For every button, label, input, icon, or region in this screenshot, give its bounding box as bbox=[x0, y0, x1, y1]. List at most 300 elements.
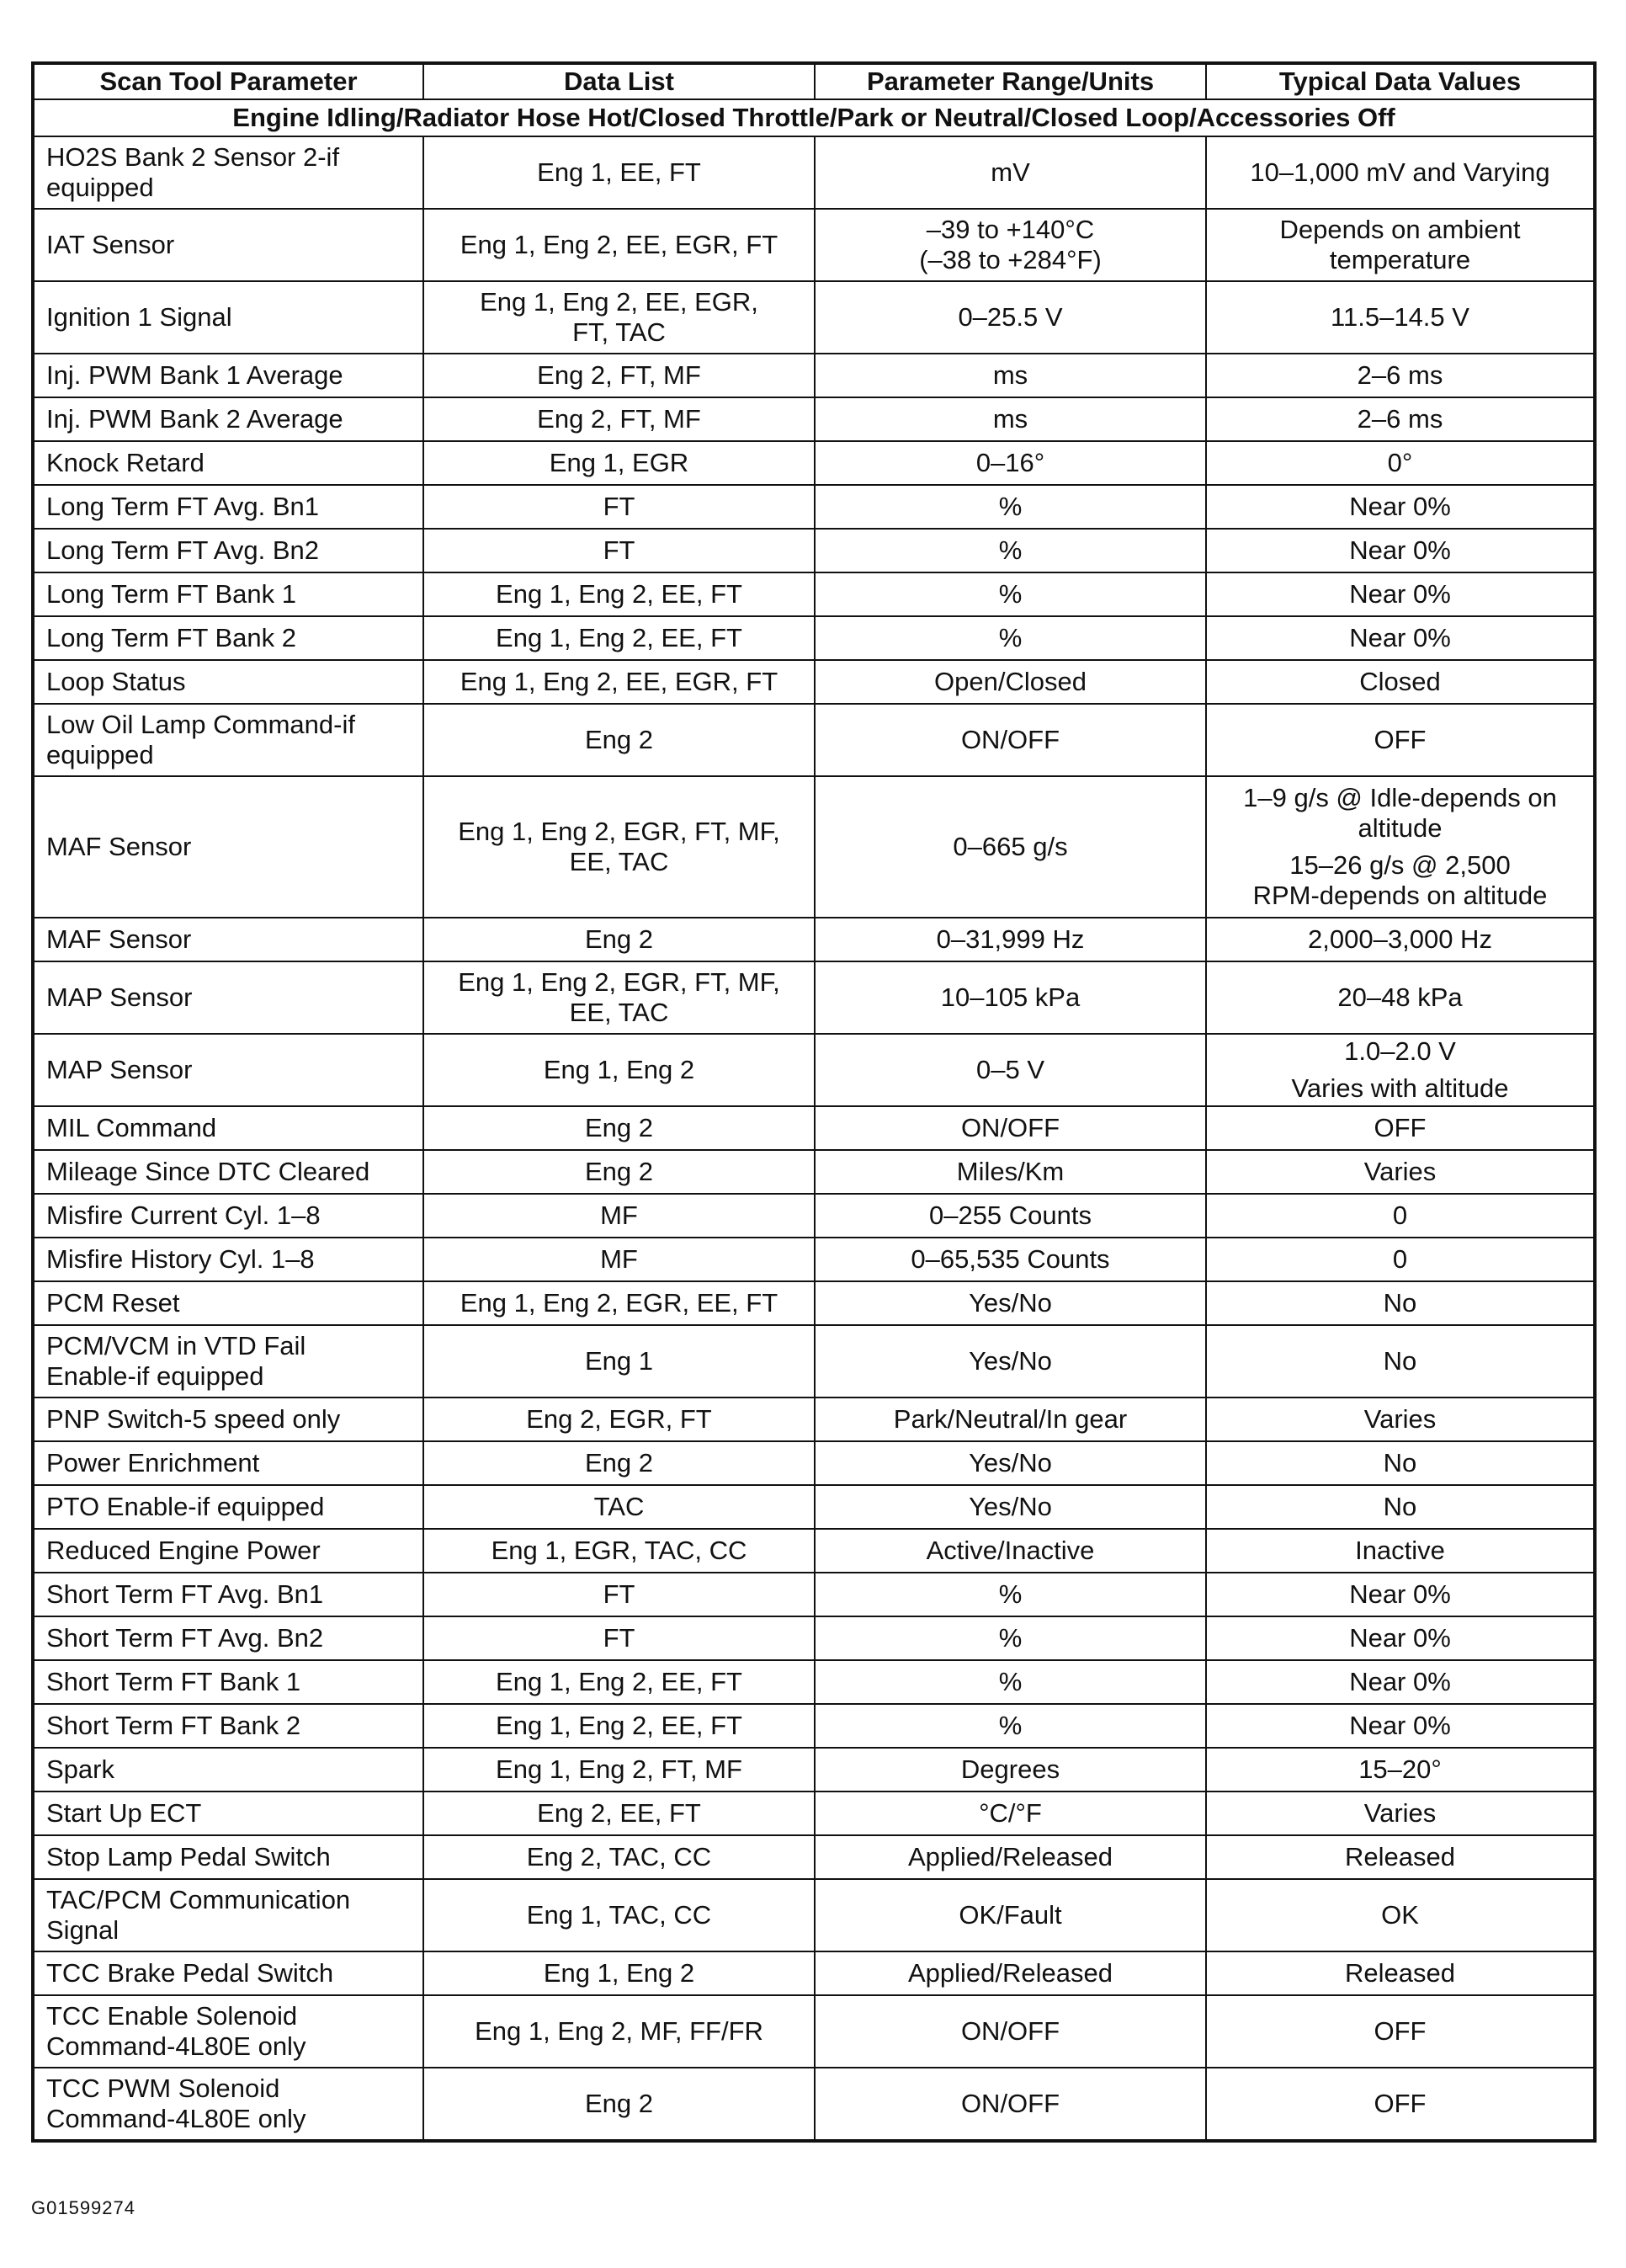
table-row bbox=[33, 1529, 1595, 1573]
parameter-range-cell bbox=[815, 397, 1206, 441]
cell-line: Signal bbox=[46, 1915, 120, 1945]
cell-line: –39 to +140°C bbox=[926, 215, 1095, 244]
operating-condition-row bbox=[33, 99, 1595, 136]
parameter-range-cell bbox=[815, 1951, 1206, 1995]
typical-value-cell bbox=[1206, 1616, 1595, 1660]
parameter-range-cell bbox=[815, 1616, 1206, 1660]
cell-line: MF bbox=[600, 1244, 638, 1274]
cell-line: Near 0% bbox=[1349, 1579, 1451, 1609]
data-list-cell bbox=[423, 572, 815, 616]
cell-line: HO2S Bank 2 Sensor 2-if bbox=[46, 142, 340, 172]
cell-line: Mileage Since DTC Cleared bbox=[46, 1157, 370, 1186]
parameter-range-cell bbox=[815, 660, 1206, 704]
typical-value-cell bbox=[1206, 961, 1595, 1034]
cell-line: Varies with altitude bbox=[1291, 1073, 1509, 1103]
table-row bbox=[33, 441, 1595, 485]
parameter-cell bbox=[33, 1485, 423, 1529]
parameter-range-cell bbox=[815, 485, 1206, 529]
cell-line: ON/OFF bbox=[960, 2016, 1060, 2046]
cell-line: Eng 1, EE, FT bbox=[537, 157, 701, 187]
cell-line: ms bbox=[992, 360, 1028, 390]
parameter-cell bbox=[33, 1792, 423, 1835]
parameter-range-cell bbox=[815, 1573, 1206, 1616]
typical-value-cell bbox=[1206, 1995, 1595, 2068]
typical-value-cell bbox=[1206, 1238, 1595, 1281]
parameter-cell bbox=[33, 616, 423, 660]
parameter-cell bbox=[33, 1529, 423, 1573]
cell-line: Start Up ECT bbox=[46, 1798, 202, 1828]
data-list-cell bbox=[423, 704, 815, 776]
table-row bbox=[33, 1792, 1595, 1835]
cell-line: Depends on ambient bbox=[1279, 215, 1521, 244]
table-row bbox=[33, 1616, 1595, 1660]
cell-line: Applied/Released bbox=[907, 1958, 1113, 1988]
cell-line: ms bbox=[992, 404, 1028, 434]
typical-value-cell bbox=[1206, 1194, 1595, 1238]
data-list-cell bbox=[423, 209, 815, 281]
cell-line: Miles/Km bbox=[956, 1157, 1065, 1186]
cell-line: MAP Sensor bbox=[46, 1055, 193, 1084]
data-list-cell bbox=[423, 1281, 815, 1325]
parameter-range-cell bbox=[815, 1660, 1206, 1704]
cell-line: Eng 2 bbox=[584, 725, 653, 754]
data-list-cell bbox=[423, 1194, 815, 1238]
typical-value-cell bbox=[1206, 354, 1595, 397]
cell-line: 0–25.5 V bbox=[958, 302, 1063, 332]
data-list-cell bbox=[423, 1398, 815, 1441]
typical-value-cell bbox=[1206, 1485, 1595, 1529]
cell-line: Ignition 1 Signal bbox=[46, 302, 232, 332]
cell-line: Spark bbox=[46, 1754, 114, 1784]
table-row bbox=[33, 1748, 1595, 1792]
typical-value-cell bbox=[1206, 1835, 1595, 1879]
data-list-cell bbox=[423, 1106, 815, 1150]
parameter-cell bbox=[33, 1325, 423, 1398]
parameter-range-cell bbox=[815, 1529, 1206, 1573]
parameter-cell bbox=[33, 1616, 423, 1660]
cell-line: Stop Lamp Pedal Switch bbox=[46, 1842, 331, 1871]
cell-line: Released bbox=[1345, 1842, 1455, 1871]
cell-line: Eng 2, EE, FT bbox=[537, 1798, 701, 1828]
cell-line: 0–255 Counts bbox=[928, 1201, 1092, 1230]
cell-line: Yes/No bbox=[969, 1492, 1052, 1521]
table-row bbox=[33, 1485, 1595, 1529]
data-list-cell bbox=[423, 354, 815, 397]
cell-line: Command-4L80E only bbox=[46, 2104, 306, 2133]
parameter-range-cell bbox=[815, 1238, 1206, 1281]
cell-line: OFF bbox=[1374, 1113, 1427, 1142]
cell-line: Eng 1, Eng 2, EE, FT bbox=[496, 1667, 742, 1696]
data-list-cell bbox=[423, 1325, 815, 1398]
typical-value-cell bbox=[1206, 776, 1595, 918]
cell-line: Power Enrichment bbox=[46, 1448, 260, 1477]
cell-line: Loop Status bbox=[46, 667, 186, 696]
cell-line: Eng 2 bbox=[584, 1113, 653, 1142]
parameter-cell bbox=[33, 1441, 423, 1485]
parameter-cell bbox=[33, 1660, 423, 1704]
data-list-cell bbox=[423, 1792, 815, 1835]
cell-line: equipped bbox=[46, 173, 154, 202]
cell-line: % bbox=[998, 579, 1023, 609]
typical-value-cell bbox=[1206, 2068, 1595, 2141]
data-list-cell bbox=[423, 1835, 815, 1879]
header-row bbox=[33, 63, 1595, 99]
cell-line: Long Term FT Bank 1 bbox=[46, 579, 296, 609]
table-row bbox=[33, 1325, 1595, 1398]
cell-line: No bbox=[1383, 1288, 1417, 1318]
cell-line: Open/Closed bbox=[934, 667, 1087, 696]
cell-line: equipped bbox=[46, 740, 154, 769]
table-row bbox=[33, 1398, 1595, 1441]
cell-line: MAP Sensor bbox=[46, 982, 193, 1012]
data-list-cell bbox=[423, 441, 815, 485]
cell-line: Eng 1, Eng 2, EE, EGR, bbox=[480, 287, 758, 317]
cell-line: Short Term FT Bank 2 bbox=[46, 1711, 301, 1740]
table-row bbox=[33, 918, 1595, 961]
cell-line: 15–26 g/s @ 2,500 bbox=[1289, 850, 1511, 880]
parameter-cell bbox=[33, 1034, 423, 1106]
typical-value-cell bbox=[1206, 485, 1595, 529]
parameter-range-cell bbox=[815, 441, 1206, 485]
cell-line: Varies bbox=[1363, 1798, 1437, 1828]
cell-line: Misfire History Cyl. 1–8 bbox=[46, 1244, 315, 1274]
parameter-cell bbox=[33, 1281, 423, 1325]
table-row bbox=[33, 660, 1595, 704]
cell-line: Eng 1, EGR bbox=[549, 448, 689, 477]
cell-line: RPM-depends on altitude bbox=[1252, 881, 1548, 910]
parameter-cell bbox=[33, 1835, 423, 1879]
data-list-cell bbox=[423, 1150, 815, 1194]
cell-line: ON/OFF bbox=[960, 1113, 1060, 1142]
parameter-cell bbox=[33, 1194, 423, 1238]
cell-line: Applied/Released bbox=[907, 1842, 1113, 1871]
cell-line: Eng 1, Eng 2 bbox=[543, 1055, 695, 1084]
cell-line: % bbox=[998, 492, 1023, 521]
parameter-range-cell bbox=[815, 1485, 1206, 1529]
typical-value-cell bbox=[1206, 529, 1595, 572]
cell-line: OK/Fault bbox=[959, 1900, 1062, 1930]
parameter-cell bbox=[33, 441, 423, 485]
parameter-cell bbox=[33, 1150, 423, 1194]
parameter-range-cell bbox=[815, 209, 1206, 281]
cell-line: OFF bbox=[1374, 725, 1427, 754]
cell-line: 0° bbox=[1387, 448, 1413, 477]
cell-line: % bbox=[998, 1667, 1023, 1696]
cell-line: No bbox=[1383, 1492, 1417, 1521]
table-row bbox=[33, 961, 1595, 1034]
cell-line: 0–31,999 Hz bbox=[936, 924, 1085, 954]
parameter-cell bbox=[33, 397, 423, 441]
cell-line: Eng 1, EGR, TAC, CC bbox=[491, 1536, 747, 1565]
cell-line: 10–105 kPa bbox=[940, 982, 1081, 1012]
cell-line: 0 bbox=[1392, 1244, 1408, 1274]
table-row bbox=[33, 1441, 1595, 1485]
cell-line: Knock Retard bbox=[46, 448, 205, 477]
typical-value-cell bbox=[1206, 704, 1595, 776]
cell-line: Near 0% bbox=[1349, 579, 1451, 609]
cell-line: Near 0% bbox=[1349, 1667, 1451, 1696]
cell-line: % bbox=[998, 1579, 1023, 1609]
typical-value-cell bbox=[1206, 1660, 1595, 1704]
cell-line: Park/Neutral/In gear bbox=[893, 1404, 1128, 1434]
parameter-range-cell bbox=[815, 616, 1206, 660]
cell-line: Near 0% bbox=[1349, 1711, 1451, 1740]
cell-line: Released bbox=[1345, 1958, 1455, 1988]
parameter-cell bbox=[33, 354, 423, 397]
parameter-range-cell bbox=[815, 961, 1206, 1034]
typical-value-cell bbox=[1206, 1150, 1595, 1194]
cell-line: Closed bbox=[1359, 667, 1441, 696]
cell-line: MF bbox=[600, 1201, 638, 1230]
cell-line: Eng 1, Eng 2 bbox=[543, 1958, 695, 1988]
cell-line: MAF Sensor bbox=[46, 924, 192, 954]
parameter-range-cell bbox=[815, 1398, 1206, 1441]
cell-line: Varies bbox=[1363, 1404, 1437, 1434]
parameter-cell bbox=[33, 961, 423, 1034]
parameter-range-cell bbox=[815, 1879, 1206, 1951]
parameter-cell bbox=[33, 776, 423, 918]
parameter-cell bbox=[33, 281, 423, 354]
table-row bbox=[33, 485, 1595, 529]
cell-line: TAC bbox=[593, 1492, 645, 1521]
parameter-cell bbox=[33, 1995, 423, 2068]
cell-line: PCM Reset bbox=[46, 1288, 180, 1318]
cell-line: Near 0% bbox=[1349, 623, 1451, 652]
cell-line: OFF bbox=[1374, 2016, 1427, 2046]
typical-value-cell bbox=[1206, 209, 1595, 281]
cell-line: 1.0–2.0 V bbox=[1344, 1036, 1456, 1066]
data-list-cell bbox=[423, 1704, 815, 1748]
data-list-cell bbox=[423, 1034, 815, 1106]
cell-line: Eng 1, Eng 2, EGR, FT, MF, bbox=[458, 967, 780, 997]
cell-line: 0 bbox=[1392, 1201, 1408, 1230]
cell-line: Yes/No bbox=[969, 1346, 1052, 1376]
cell-line: % bbox=[998, 1711, 1023, 1740]
table-row bbox=[33, 209, 1595, 281]
cell-line: 15–20° bbox=[1358, 1754, 1442, 1784]
cell-line: TCC Enable Solenoid bbox=[46, 2001, 298, 2031]
cell-line: Short Term FT Avg. Bn1 bbox=[46, 1579, 324, 1609]
parameter-cell bbox=[33, 572, 423, 616]
table-body bbox=[33, 99, 1595, 2141]
cell-line: Short Term FT Bank 1 bbox=[46, 1667, 301, 1696]
data-list-cell bbox=[423, 2068, 815, 2141]
table-row bbox=[33, 616, 1595, 660]
cell-line: 1–9 g/s @ Idle-depends on bbox=[1243, 783, 1557, 812]
cell-line: Inj. PWM Bank 2 Average bbox=[46, 404, 343, 434]
cell-line: (–38 to +284°F) bbox=[919, 245, 1102, 274]
typical-value-cell bbox=[1206, 1106, 1595, 1150]
data-list-cell bbox=[423, 529, 815, 572]
typical-value-cell bbox=[1206, 1441, 1595, 1485]
typical-value-cell bbox=[1206, 1879, 1595, 1951]
header-scan-tool-parameter: Scan Tool Parameter bbox=[33, 63, 423, 99]
parameter-cell bbox=[33, 704, 423, 776]
cell-line: 2–6 ms bbox=[1357, 360, 1443, 390]
parameter-cell bbox=[33, 1879, 423, 1951]
typical-value-cell bbox=[1206, 1398, 1595, 1441]
parameter-cell bbox=[33, 209, 423, 281]
parameter-range-cell bbox=[815, 1441, 1206, 1485]
table-row bbox=[33, 1995, 1595, 2068]
cell-line: OK bbox=[1381, 1900, 1419, 1930]
data-list-cell bbox=[423, 1879, 815, 1951]
cell-line: Misfire Current Cyl. 1–8 bbox=[46, 1201, 321, 1230]
data-list-cell bbox=[423, 136, 815, 209]
data-list-cell bbox=[423, 616, 815, 660]
parameter-cell bbox=[33, 1748, 423, 1792]
data-list-cell bbox=[423, 1951, 815, 1995]
table-row bbox=[33, 572, 1595, 616]
parameter-range-cell bbox=[815, 281, 1206, 354]
table-row bbox=[33, 529, 1595, 572]
data-list-cell bbox=[423, 1660, 815, 1704]
table-row bbox=[33, 1150, 1595, 1194]
cell-line: Eng 2 bbox=[584, 1157, 653, 1186]
parameter-range-cell bbox=[815, 136, 1206, 209]
parameter-cell bbox=[33, 1951, 423, 1995]
typical-value-cell bbox=[1206, 1034, 1595, 1106]
table-row bbox=[33, 704, 1595, 776]
parameter-range-cell bbox=[815, 572, 1206, 616]
cell-line: Eng 1, Eng 2, EGR, FT, MF, bbox=[458, 817, 780, 846]
cell-line: Eng 2 bbox=[584, 2089, 653, 2118]
cell-line: Eng 1, Eng 2, EGR, EE, FT bbox=[460, 1288, 778, 1318]
cell-line: Low Oil Lamp Command-if bbox=[46, 710, 355, 739]
cell-line: TCC Brake Pedal Switch bbox=[46, 1958, 334, 1988]
parameter-range-cell bbox=[815, 1194, 1206, 1238]
parameter-cell bbox=[33, 1573, 423, 1616]
parameter-cell bbox=[33, 918, 423, 961]
cell-line: 0–16° bbox=[975, 448, 1045, 477]
cell-line: Eng 1, Eng 2, EE, FT bbox=[496, 1711, 742, 1740]
cell-line: FT bbox=[603, 535, 635, 565]
parameter-range-cell bbox=[815, 1150, 1206, 1194]
cell-line: Eng 1, Eng 2, EE, FT bbox=[496, 579, 742, 609]
table-row bbox=[33, 281, 1595, 354]
typical-value-cell bbox=[1206, 1281, 1595, 1325]
table-row bbox=[33, 1573, 1595, 1616]
cell-line: Varies bbox=[1363, 1157, 1437, 1186]
table-row bbox=[33, 1660, 1595, 1704]
cell-line: Eng 1, Eng 2, EE, EGR, FT bbox=[460, 230, 778, 259]
cell-line: 2–6 ms bbox=[1357, 404, 1443, 434]
cell-line: °C/°F bbox=[979, 1798, 1042, 1828]
parameter-cell bbox=[33, 1398, 423, 1441]
table-row bbox=[33, 2068, 1595, 2141]
cell-line: 11.5–14.5 V bbox=[1331, 302, 1469, 332]
cell-line: 10–1,000 mV and Varying bbox=[1250, 157, 1550, 187]
cell-line: Near 0% bbox=[1349, 1623, 1451, 1653]
cell-line: mV bbox=[991, 157, 1030, 187]
operating-condition: Engine Idling/Radiator Hose Hot/Closed Throttle/Park or Neutral/Closed Loop/Accessories Off bbox=[33, 99, 1595, 136]
typical-value-cell bbox=[1206, 918, 1595, 961]
table-row bbox=[33, 1106, 1595, 1150]
parameter-range-cell bbox=[815, 1995, 1206, 2068]
typical-value-cell bbox=[1206, 1704, 1595, 1748]
cell-line: FT bbox=[603, 1579, 635, 1609]
table-row bbox=[33, 1951, 1595, 1995]
typical-value-cell bbox=[1206, 1792, 1595, 1835]
typical-value-cell bbox=[1206, 660, 1595, 704]
parameter-range-cell bbox=[815, 1704, 1206, 1748]
cell-line: ON/OFF bbox=[960, 2089, 1060, 2118]
cell-line: No bbox=[1383, 1346, 1417, 1376]
data-list-cell bbox=[423, 918, 815, 961]
cell-line: Eng 1, Eng 2, EE, FT bbox=[496, 623, 742, 652]
table-row bbox=[33, 1034, 1595, 1106]
cell-line: Eng 2, FT, MF bbox=[537, 360, 701, 390]
cell-line: IAT Sensor bbox=[46, 230, 175, 259]
cell-line: Eng 2, TAC, CC bbox=[526, 1842, 712, 1871]
header-parameter-range-units: Parameter Range/Units bbox=[815, 63, 1206, 99]
cell-line: Long Term FT Avg. Bn1 bbox=[46, 492, 319, 521]
parameter-cell bbox=[33, 485, 423, 529]
typical-value-cell bbox=[1206, 441, 1595, 485]
table-row bbox=[33, 1194, 1595, 1238]
cell-line: Inactive bbox=[1355, 1536, 1445, 1565]
data-list-cell bbox=[423, 660, 815, 704]
data-list-cell bbox=[423, 1748, 815, 1792]
data-list-cell bbox=[423, 1238, 815, 1281]
parameter-range-cell bbox=[815, 354, 1206, 397]
parameter-range-cell bbox=[815, 1835, 1206, 1879]
typical-value-cell bbox=[1206, 136, 1595, 209]
cell-line: TCC PWM Solenoid bbox=[46, 2074, 280, 2103]
cell-line: EE, TAC bbox=[569, 998, 669, 1027]
parameter-cell bbox=[33, 1238, 423, 1281]
cell-line: TAC/PCM Communication bbox=[46, 1885, 351, 1914]
data-list-cell bbox=[423, 1995, 815, 2068]
parameter-range-cell bbox=[815, 1792, 1206, 1835]
cell-line: OFF bbox=[1374, 2089, 1427, 2118]
cell-line: 0–665 g/s bbox=[953, 832, 1068, 861]
cell-line: No bbox=[1383, 1448, 1417, 1477]
cell-line: FT bbox=[603, 492, 635, 521]
table-row bbox=[33, 1704, 1595, 1748]
header-typical-data-values: Typical Data Values bbox=[1206, 63, 1595, 99]
cell-line: FT, TAC bbox=[572, 317, 666, 347]
cell-line: % bbox=[998, 1623, 1023, 1653]
cell-line: FT bbox=[603, 1623, 635, 1653]
parameter-cell bbox=[33, 529, 423, 572]
cell-line: Active/Inactive bbox=[926, 1536, 1095, 1565]
cell-line: 0–5 V bbox=[975, 1055, 1044, 1084]
table-row bbox=[33, 1879, 1595, 1951]
typical-value-cell bbox=[1206, 1951, 1595, 1995]
typical-value-cell bbox=[1206, 397, 1595, 441]
cell-line: Short Term FT Avg. Bn2 bbox=[46, 1623, 324, 1653]
cell-line: PNP Switch-5 speed only bbox=[46, 1404, 341, 1434]
data-list-cell bbox=[423, 1485, 815, 1529]
cell-line: ON/OFF bbox=[960, 725, 1060, 754]
parameter-range-cell bbox=[815, 918, 1206, 961]
typical-value-cell bbox=[1206, 572, 1595, 616]
cell-line: 2,000–3,000 Hz bbox=[1308, 924, 1492, 954]
parameter-range-cell bbox=[815, 1748, 1206, 1792]
table-row bbox=[33, 776, 1595, 918]
cell-line: altitude bbox=[1358, 813, 1443, 843]
cell-line: 20–48 kPa bbox=[1337, 982, 1463, 1012]
cell-line: MAF Sensor bbox=[46, 832, 192, 861]
parameter-range-cell bbox=[815, 704, 1206, 776]
cell-line: Command-4L80E only bbox=[46, 2031, 306, 2061]
typical-value-cell bbox=[1206, 281, 1595, 354]
header-data-list: Data List bbox=[423, 63, 815, 99]
cell-line: Eng 2 bbox=[584, 1448, 653, 1477]
cell-line: Eng 1, Eng 2, MF, FF/FR bbox=[475, 2016, 763, 2046]
table-row bbox=[33, 397, 1595, 441]
